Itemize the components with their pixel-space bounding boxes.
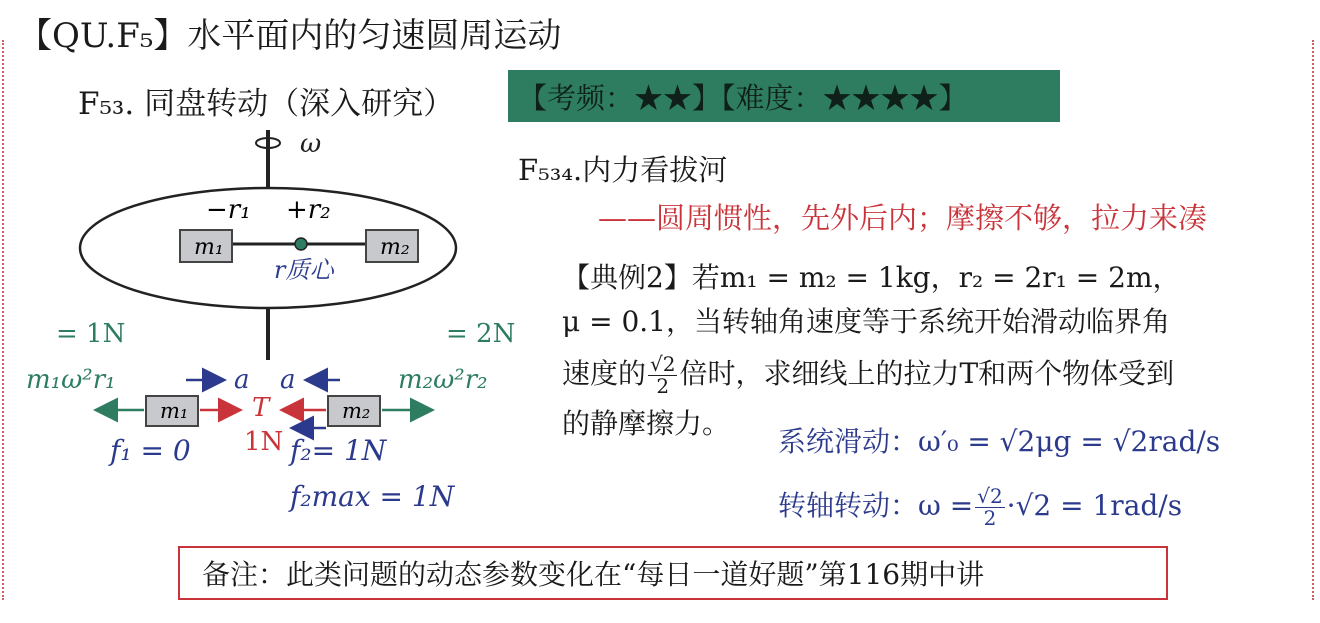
solution-line-1: 系统滑动：ω′₀ = √2μg = √2rad/s: [778, 425, 1221, 458]
m1-label: m₁: [194, 235, 224, 260]
right-force-value: = 2N: [446, 319, 516, 349]
note-box: [178, 546, 1168, 600]
difficulty-badge: [508, 70, 1060, 122]
accel-right-label: a: [280, 365, 296, 395]
example-line-4: 的静摩擦力。: [562, 407, 731, 440]
m2-centripetal-expr: m₂ω²r₂: [398, 365, 488, 395]
solution-2-pre: 转轴转动：ω =: [778, 489, 974, 522]
page-title: 【QU.F₅】水平面内的匀速圆周运动: [18, 16, 562, 56]
accel-left-label: a: [234, 365, 250, 395]
solution-fraction: [975, 486, 1004, 529]
example-line-1: 【典例2】若m₁ = m₂ = 1kg，r₂ = 2r₁ = 2m，: [562, 261, 1181, 294]
f2-label: f₂= 1N: [290, 434, 387, 467]
fraction-denominator: 2: [656, 374, 670, 398]
lower-m1-label: m₁: [160, 399, 189, 423]
solution-line-2: [778, 484, 1182, 529]
f2max-label: f₂max = 1N: [290, 480, 455, 513]
tension-value: 1N: [244, 427, 284, 457]
right-border-decoration: [1308, 40, 1314, 600]
center-of-mass-dot: [295, 238, 307, 250]
example-line-3: [562, 352, 1174, 397]
fraction-numerator: √2: [650, 352, 676, 376]
pos-r2-label: +r₂: [286, 195, 331, 225]
fraction: [648, 354, 677, 397]
left-force-value: = 1N: [56, 319, 126, 349]
left-border-decoration: [2, 40, 7, 600]
badge-text: 【考频：★★】【难度：★★★★】: [518, 80, 968, 115]
example-line-3-post: 倍时，求细线上的拉力T和两个物体受到: [679, 357, 1175, 390]
example-line-3-pre: 速度的: [562, 357, 647, 390]
neg-r1-label: −r₁: [206, 195, 251, 225]
note-text: 备注：此类问题的动态参数变化在“每日一道好题”第116期中讲: [202, 558, 985, 591]
section-heading: F₅₃₄.内力看拔河: [518, 153, 728, 187]
example-line-2: μ = 0.1，当转轴角速度等于系统开始滑动临界角: [562, 305, 1170, 338]
tension-label: T: [252, 393, 270, 423]
tagline: ——圆周惯性，先外后内；摩擦不够，拉力来凑: [598, 201, 1208, 235]
r-cm-label: r质心: [274, 256, 334, 284]
solution-fraction-numerator: √2: [977, 484, 1003, 508]
solution-fraction-denominator: 2: [983, 506, 997, 530]
lower-m2-label: m₂: [342, 399, 371, 423]
m1-centripetal-expr: m₁ω²r₁: [26, 365, 116, 395]
m2-label: m₂: [380, 235, 410, 260]
f1-label: f₁ = 0: [110, 434, 191, 467]
diagram: [0, 120, 560, 530]
solution-2-post: ·√2 = 1rad/s: [1006, 489, 1183, 522]
omega-label: ω: [300, 129, 322, 159]
subtitle: F₅₃. 同盘转动（深入研究）: [78, 86, 455, 122]
